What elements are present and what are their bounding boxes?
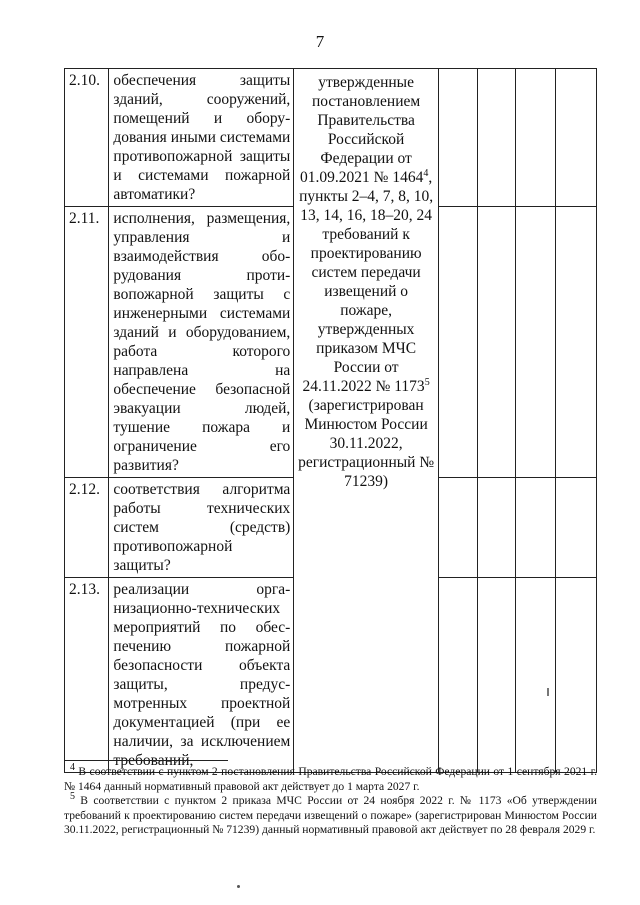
requirement-cell (294, 69, 439, 773)
comment-cell (555, 207, 596, 478)
question-text: соответствия алгоритма работы технических систем (средств) противопожарной защиты? (113, 481, 291, 574)
footnote-ref-4[interactable]: 4 (423, 167, 429, 179)
question-cell (109, 578, 294, 773)
scan-speck (547, 688, 549, 696)
comment-cell (555, 69, 596, 207)
footnotes (64, 762, 597, 838)
row-number: 2.13. (65, 578, 109, 773)
answer-cell (438, 578, 477, 773)
footnote-4 (64, 762, 597, 794)
answer-cell (478, 207, 516, 478)
row-number: 2.12. (65, 478, 109, 578)
checklist-table (64, 68, 597, 773)
comment-cell (555, 478, 596, 578)
footnote-ref-5[interactable]: 5 (424, 376, 430, 388)
requirement-part-1: утвержденные постановлением Правительства Российской Федерации от 01.09.2021 № 1464 (300, 74, 424, 186)
footnote-text: В соответствии с пунктом 2 постановления Правительства Российской Федерации от 1 сентября 2021 г. № 1464 данный нормативный правовой акт действует до 1 марта 2027 г. (64, 765, 597, 793)
question-text: обеспечения защиты зданий, сооружений, помещений и обору-дования иными системами противопожарной защиты и системами пожарной автоматики? (113, 72, 291, 203)
requirement-part-3: (зарегистрирован Минюстом России 30.11.2022, регистрационный № 71239) (298, 397, 435, 490)
answer-cell (478, 69, 516, 207)
table-row (65, 69, 597, 207)
requirement-part-2: , пункты 2–4, 7, 8, 10, 13, 14, 16, 18–20, 24 требований к проектированию систем передачи извещений о пожаре, утвержденных приказом МЧС России от 24.11.2022 № 1173 (299, 169, 434, 395)
answer-cell (438, 69, 477, 207)
answer-cell (516, 578, 555, 773)
scan-speck (237, 885, 240, 888)
question-text: исполнения, размещения, управления и взаимодействия обо-рудования проти-вопожарной защиты с инженерными системами зданий и оборудованием, работа которого направлена на обеспечение безопасной эвакуации людей, тушение пожара и ограничение его развития? (113, 210, 291, 474)
answer-cell (478, 578, 516, 773)
page-number: 7 (315, 32, 325, 51)
footnote-divider (64, 760, 228, 761)
footnote-text: В соответствии с пунктом 2 приказа МЧС России от 24 ноября 2022 г. № 1173 «Об утверждении требований к проектированию систем передачи извещений о пожаре» (зарегистрирован Минюстом России 30.11.2022, регистрационный № 71239) данный нормативный правовой акт действует по 28 февраля 2029 г. (64, 794, 597, 837)
question-cell (109, 478, 294, 578)
comment-cell (555, 578, 596, 773)
question-cell (109, 69, 294, 207)
row-number: 2.11. (65, 207, 109, 478)
footnote-mark: 4 (70, 762, 75, 774)
footnote-mark: 5 (70, 791, 75, 803)
answer-cell (478, 478, 516, 578)
question-cell (109, 207, 294, 478)
requirement-text (297, 69, 435, 491)
question-text: реализации орга-низационно-технических мероприятий по обес-печению пожарной безопасности объекта защиты, предус-мотренных проектной документацией (при ее наличии, за исключением требований, (113, 581, 291, 769)
answer-cell (516, 207, 555, 478)
answer-cell (438, 478, 477, 578)
answer-cell (516, 69, 555, 207)
row-number: 2.10. (65, 69, 109, 207)
answer-cell (438, 207, 477, 478)
answer-cell (516, 478, 555, 578)
footnote-5 (64, 791, 597, 838)
